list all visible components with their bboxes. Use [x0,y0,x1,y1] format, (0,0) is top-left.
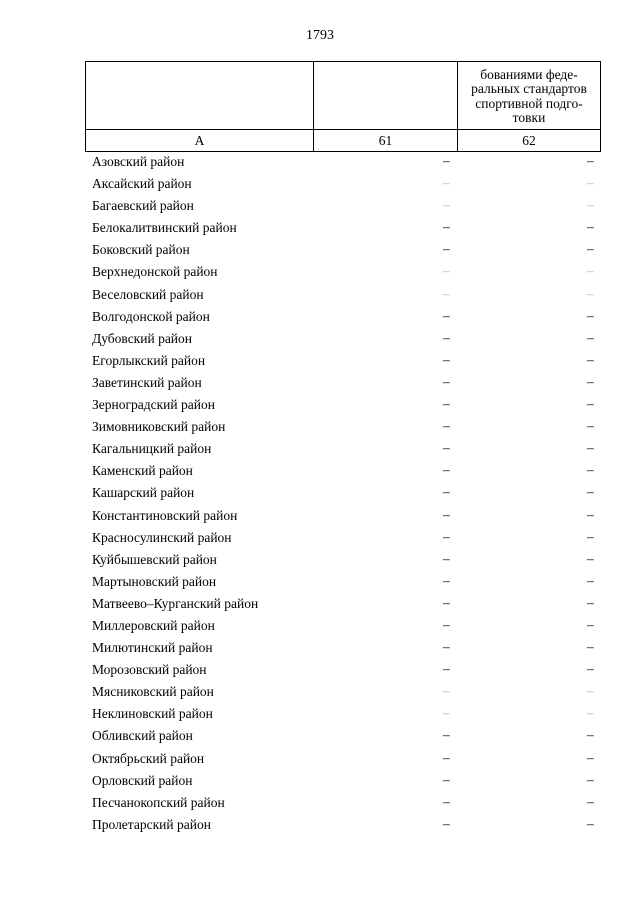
value-col-61: – [443,418,450,434]
district-name: Куйбышевский район [92,551,217,567]
page-number: 1793 [306,28,334,43]
value-col-61: – [443,396,450,412]
value-col-62: – [587,550,594,566]
table-row [0,328,640,350]
district-name: Миллеровский район [92,617,215,633]
value-col-61: – [443,793,450,809]
value-col-61: – [443,528,450,544]
district-name: Милютинский район [92,640,213,656]
col-label-61: 61 [314,130,458,152]
district-name: Зимовниковский район [92,419,226,435]
value-col-62: – [587,351,594,367]
table-row [0,770,640,792]
district-name: Багаевский район [92,198,194,214]
col-label-62: 62 [458,130,601,152]
value-col-62: – [587,572,594,588]
header-text-line: товки [512,110,546,125]
value-col-61: – [443,550,450,566]
table-row [0,593,640,615]
district-name: Азовский район [92,154,185,169]
value-col-62: – [587,175,594,191]
value-col-62: – [587,462,594,478]
value-col-61: – [443,683,450,699]
value-col-61: – [443,373,450,389]
district-name: Константиновский район [92,507,238,523]
value-col-62: – [587,307,594,323]
value-col-62: – [587,418,594,434]
table-row [0,261,640,283]
table-row [0,571,640,593]
district-name: Дубовский район [92,330,193,346]
district-name: Каменский район [92,463,193,479]
district-name: Красносулинский район [92,529,232,545]
value-col-61: – [443,307,450,323]
table-row [0,527,640,549]
value-col-62: – [587,440,594,456]
district-name: Боковский район [92,242,190,258]
district-name: Матвеево–Курганский район [92,595,259,611]
value-col-62: – [587,153,594,168]
table-row [0,482,640,504]
district-name: Октябрьский район [92,750,205,766]
value-col-61: – [443,639,450,655]
value-col-61: – [443,197,450,213]
district-name: Верхнедонской район [92,264,218,280]
header-col-a-blank [86,62,314,130]
table-row [0,306,640,328]
value-col-62: – [587,285,594,301]
value-col-61: – [443,484,450,500]
value-col-61: – [443,351,450,367]
col-label-a: А [86,130,314,152]
district-name: Веселовский район [92,286,204,302]
table-row [0,195,640,217]
table-row [0,416,640,438]
value-col-62: – [587,528,594,544]
district-name: Кагальницкий район [92,441,212,457]
value-col-62: – [587,727,594,743]
value-col-62: – [587,616,594,632]
value-col-61: – [443,153,450,168]
district-name: Морозовский район [92,662,207,678]
table-row [0,350,640,372]
district-name: Песчанокопский район [92,794,225,810]
value-col-62: – [587,661,594,677]
value-col-62: – [587,219,594,235]
value-col-62: – [587,241,594,257]
value-col-61: – [443,263,450,279]
table-row [0,615,640,637]
value-col-61: – [443,661,450,677]
value-col-62: – [587,396,594,412]
table-row [0,549,640,571]
district-list [0,151,640,836]
district-name: Егорлыкский район [92,352,206,368]
value-col-61: – [443,440,450,456]
table-row [0,460,640,482]
value-col-62: – [587,594,594,610]
header-text-line: бованиями феде- [480,66,578,82]
table-row [0,239,640,261]
table-row [0,438,640,460]
value-col-61: – [443,594,450,610]
value-col-61: – [443,749,450,765]
value-col-61: – [443,815,450,831]
value-col-61: – [443,616,450,632]
value-col-61: – [443,285,450,301]
value-col-61: – [443,462,450,478]
header-col-62-text [458,62,601,130]
table-row [0,725,640,747]
value-col-62: – [587,683,594,699]
district-name: Белокалитвинский район [92,220,237,236]
value-col-61: – [443,572,450,588]
table-row [0,372,640,394]
district-name: Орловский район [92,772,193,788]
header-text-line: спортивной подго- [475,95,583,111]
value-col-61: – [443,175,450,191]
header-text-line: ральных стандартов [471,81,587,96]
value-col-61: – [443,506,450,522]
table-row [0,637,640,659]
value-col-62: – [587,793,594,809]
value-col-62: – [587,705,594,721]
value-col-62: – [587,815,594,831]
value-col-62: – [587,373,594,389]
value-col-61: – [443,705,450,721]
value-col-62: – [587,771,594,787]
table-row [0,681,640,703]
value-col-61: – [443,241,450,257]
value-col-62: – [587,197,594,213]
table-row [0,659,640,681]
district-name: Неклиновский район [92,706,213,722]
value-col-62: – [587,263,594,279]
value-col-62: – [587,639,594,655]
table-row [0,173,640,195]
table-row [0,748,640,770]
value-col-62: – [587,329,594,345]
table-row [0,505,640,527]
district-name: Волгодонской район [92,308,210,324]
table-row [0,217,640,239]
value-col-62: – [587,749,594,765]
table-row [0,792,640,814]
district-name: Пролетарский район [92,816,211,832]
value-col-61: – [443,219,450,235]
table-header [85,61,601,152]
table-row [0,394,640,416]
table-row [0,703,640,725]
district-name: Мартыновский район [92,573,217,589]
value-col-61: – [443,771,450,787]
district-name: Аксайский район [92,176,192,192]
table-row [0,151,640,173]
header-col-61-blank [314,62,458,130]
table-row [0,814,640,836]
value-col-62: – [587,484,594,500]
value-col-62: – [587,506,594,522]
value-col-61: – [443,727,450,743]
district-name: Зерноградский район [92,397,215,413]
district-name: Кашарский район [92,485,195,501]
district-name: Заветинский район [92,374,202,390]
district-name: Мясниковский район [92,684,214,700]
district-name: Обливский район [92,728,193,744]
table-row [0,284,640,306]
value-col-61: – [443,329,450,345]
